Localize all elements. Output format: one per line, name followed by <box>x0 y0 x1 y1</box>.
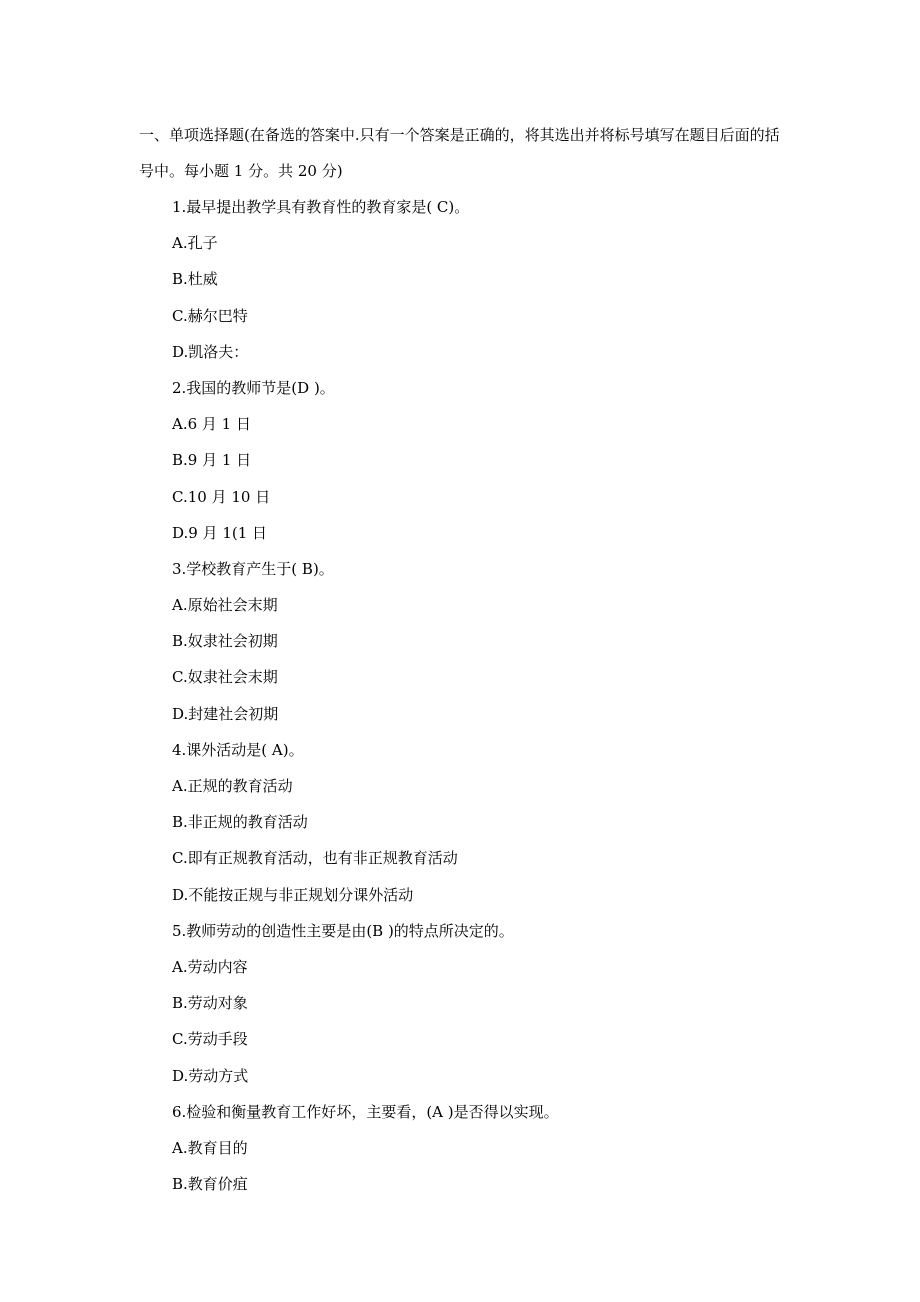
question-1: 1.最早提出教学具有教育性的教育家是( C)。 <box>172 198 470 216</box>
question-1-option-b: B.杜威 <box>172 270 218 289</box>
question-6-option-a: A.教育目的 <box>172 1138 248 1157</box>
question-2-option-a: A.6 月 1 日 <box>172 415 251 434</box>
question-4: 4.课外活动是( A)。 <box>172 740 304 759</box>
question-2-option-b: B.9 月 1 日 <box>172 451 252 470</box>
question-1-option-c: C.赫尔巴特 <box>172 306 248 325</box>
question-2-option-d: D.9 月 1(1 日 <box>172 523 268 542</box>
question-4-option-d: D.不能按正规与非正规划分课外活动 <box>172 885 414 904</box>
question-4-option-b: B.非正规的教育活动 <box>172 813 308 832</box>
question-5-option-b: B.劳动对象 <box>172 994 248 1013</box>
question-4-option-c: C.即有正规教育活动，也有非正规教育活动 <box>172 849 458 868</box>
question-2-option-c: C.10 月 10 日 <box>172 487 271 506</box>
question-3-option-a: A.原始社会末期 <box>172 596 278 615</box>
question-6: 6.检验和衡量教育工作好坏，主要看，(A )是否得以实现。 <box>172 1102 559 1121</box>
question-3: 3.学校教育产生于( B)。 <box>172 559 334 578</box>
question-5: 5.教师劳动的创造性主要是由(B )的特点所决定的。 <box>172 921 514 940</box>
question-1-option-d: D.凯洛夫： <box>172 342 249 361</box>
question-5-option-a: A.劳动内容 <box>172 957 248 976</box>
question-4-option-a: A.正规的教育活动 <box>172 777 293 795</box>
section-intro: 一、单项选择题(在备选的答案中.只有一个答案是正确的，将其选出并将标号填写在题目后面的括号中。每小题 1 分。共 20 分) <box>139 126 780 180</box>
question-5-option-c: C.劳动手段 <box>172 1030 248 1049</box>
question-list <box>172 189 559 1202</box>
question-2: 2.我国的教师节是(D )。 <box>172 378 335 397</box>
question-3-option-d: D.封建社会初期 <box>172 704 279 723</box>
question-3-option-c: C.奴隶社会末期 <box>172 668 278 687</box>
question-1-option-a: A.孔子 <box>172 234 218 253</box>
question-5-option-d: D.劳动方式 <box>172 1066 249 1085</box>
question-6-option-b: B.教育价疽 <box>172 1175 248 1194</box>
question-3-option-b: B.奴隶社会初期 <box>172 632 278 651</box>
